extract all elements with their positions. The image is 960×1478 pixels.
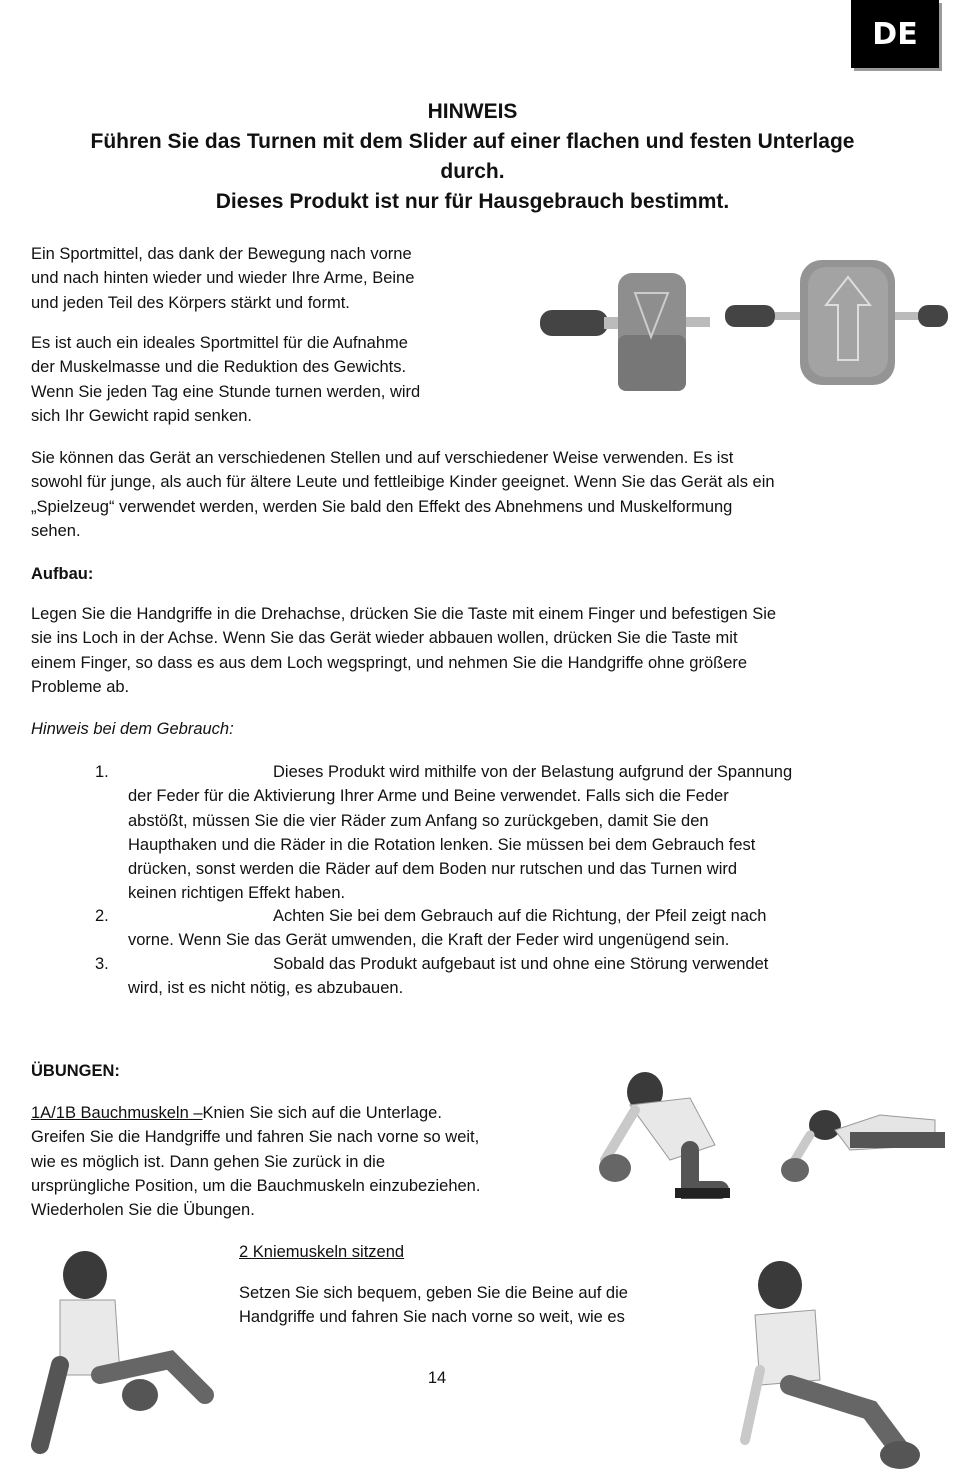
para3-line: Sie können das Gerät an verschiedenen Stellen und auf verschiedener Weise verwenden. Es ist <box>31 449 734 467</box>
exercise-1a-1b-photos <box>550 1050 950 1215</box>
list-item <box>128 760 858 906</box>
intro-line: und nach hinten wieder und wieder Ihre Arme, Beine <box>31 269 415 288</box>
para3-line: „Spielzeug“ verwendet werden, werden Sie bald den Effekt des Abnehmens und Muskelformung <box>31 497 733 516</box>
para3-line: sehen. <box>31 521 81 540</box>
list-item <box>128 952 858 1001</box>
intro-line: Ein Sportmittel, das dank der Bewegung nach vorne <box>31 245 412 263</box>
para3-line: sowohl für junge, als auch für ältere Leute und fettleibige Kinder geeignet. Wenn Sie das Gerät als ein <box>31 473 775 492</box>
exercise-2-line: Handgriffe und fahren Sie nach vorne so weit, wie es <box>239 1308 625 1327</box>
list-item-line: keinen richtigen Effekt haben. <box>128 884 346 903</box>
list-item <box>128 904 858 953</box>
list-item-first-line: Sobald das Produkt aufgebaut ist und ohne eine Störung verwendet <box>273 955 769 973</box>
exercise-1-line: ursprüngliche Position, um die Bauchmuskeln einzubeziehen. <box>31 1176 481 1195</box>
list-number: 1. <box>95 763 109 781</box>
intro-line: und jeden Teil des Körpers stärkt und formt. <box>31 293 350 312</box>
product-slider-images <box>530 255 960 415</box>
list-item-line: vorne. Wenn Sie das Gerät umwenden, die Kraft der Feder wird ungenügend sein. <box>128 931 730 950</box>
language-badge-label: DE <box>872 16 918 52</box>
exercise-2-title: 2 Kniemuskeln sitzend <box>239 1243 405 1261</box>
aufbau-line: einem Finger, so dass es aus dem Loch wegspringt, und nehmen Sie die Handgriffe ohne größere <box>31 653 748 672</box>
aufbau-paragraph <box>31 602 931 699</box>
slider-side-view-image <box>540 273 710 391</box>
exercises-heading: ÜBUNGEN: <box>31 1062 120 1080</box>
exercise-2-photo-right <box>730 1250 950 1475</box>
exercise-1-label: 1A/1B Bauchmuskeln – <box>31 1104 203 1122</box>
list-item-line: drücken, sonst werden die Räder auf dem Boden nur rutschen und das Turnen wird <box>128 860 738 879</box>
exercise-1b-photo <box>781 1110 945 1182</box>
notice-title: HINWEIS <box>427 100 518 123</box>
exercise-1-text <box>31 1101 551 1222</box>
list-number: 2. <box>95 907 109 925</box>
language-badge <box>851 0 939 68</box>
list-item-line: wird, ist es nicht nötig, es abzubauen. <box>128 979 404 998</box>
aufbau-line: sie ins Loch in der Achse. Wenn Sie das Gerät wieder abbauen wollen, drücken Sie die Taste mit <box>31 629 738 648</box>
exercise-1a-photo <box>599 1072 730 1198</box>
second-paragraph <box>31 331 501 428</box>
exercise-2-text <box>239 1281 709 1330</box>
notice-line-1: Führen Sie das Turnen mit dem Slider auf einer flachen und festen Unterlage <box>90 130 855 153</box>
usage-notes-heading: Hinweis bei dem Gebrauch: <box>31 720 234 738</box>
usage-paragraph <box>31 446 931 543</box>
exercise-1-line: Wiederholen Sie die Übungen. <box>31 1201 255 1220</box>
list-item-first-line: Achten Sie bei dem Gebrauch auf die Richtung, der Pfeil zeigt nach <box>273 907 767 925</box>
aufbau-line: Probleme ab. <box>31 677 130 696</box>
exercise-1-line: Greifen Sie die Handgriffe und fahren Sie nach vorne so weit, <box>31 1128 480 1147</box>
list-item-line: Haupthaken und die Räder in die Rotation lenken. Sie müssen bei dem Gebrauch fest <box>128 835 756 854</box>
notice-line-2: durch. <box>440 160 505 183</box>
intro-paragraph <box>31 242 501 315</box>
exercise-1-first-line: Knien Sie sich auf die Unterlage. <box>202 1104 442 1122</box>
list-item-line: abstößt, müssen Sie die vier Räder zum Anfang so zurückgeben, damit Sie den <box>128 811 709 830</box>
list-item-line: der Feder für die Aktivierung Ihrer Arme und Beine verwendet. Falls sich die Feder <box>128 787 729 806</box>
list-item-first-line: Dieses Produkt wird mithilfe von der Belastung aufgrund der Spannung <box>273 763 793 781</box>
exercise-2-line: Setzen Sie sich bequem, geben Sie die Beine auf die <box>239 1284 628 1302</box>
para2-line: Wenn Sie jeden Tag eine Stunde turnen werden, wird <box>31 382 421 401</box>
para2-line: sich Ihr Gewicht rapid senken. <box>31 406 253 425</box>
exercise-2-label <box>239 1240 404 1264</box>
page-number: 14 <box>427 1369 447 1387</box>
aufbau-line: Legen Sie die Handgriffe in die Drehachse, drücken Sie die Taste mit einem Finger und befestigen Sie <box>31 605 777 623</box>
slider-top-view-image <box>725 260 948 385</box>
exercise-2-photo-left <box>20 1245 235 1475</box>
para2-line: Es ist auch ein ideales Sportmittel für die Aufnahme <box>31 334 408 352</box>
aufbau-heading: Aufbau: <box>31 565 94 583</box>
list-number: 3. <box>95 955 109 973</box>
para2-line: der Muskelmasse und die Reduktion des Gewichts. <box>31 358 407 377</box>
exercise-1-line: wie es möglich ist. Dann gehen Sie zurück in die <box>31 1152 386 1171</box>
notice-line-3: Dieses Produkt ist nur für Hausgebrauch bestimmt. <box>215 190 730 213</box>
